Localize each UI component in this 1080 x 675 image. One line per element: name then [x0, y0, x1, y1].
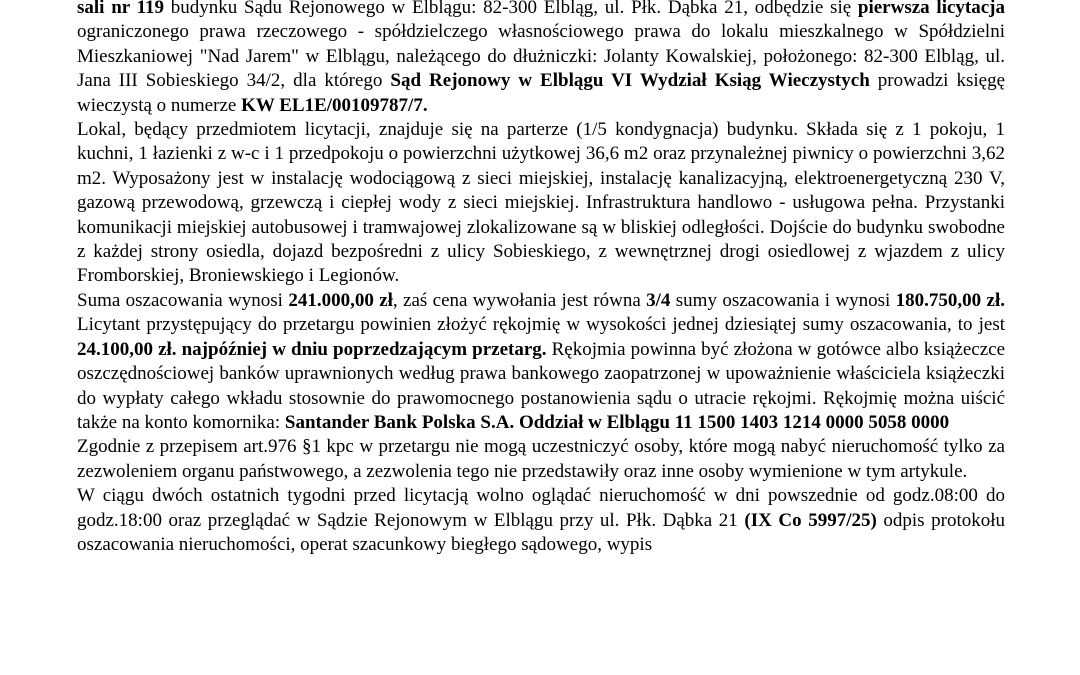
bold-text-segment: pierwsza licytacja	[857, 0, 1005, 18]
text-segment: Licytant przystępujący do przetargu powinien złożyć rękojmię w wysokości jednej dziesiątej sumy oszacowania, to jest	[77, 314, 1005, 336]
text-segment: , zaś cena wywołania jest równa	[392, 289, 647, 311]
bold-text-segment: KW EL1E/00109787/7.	[241, 94, 428, 116]
bold-text-segment: 24.100,00 zł. najpóźniej w dniu poprzedzającym przetarg.	[77, 338, 547, 360]
bold-text-segment: (IX Co 5997/25)	[744, 509, 877, 531]
text-segment: Rękojmia powinna być złożona w gotówce albo książeczce oszczędnościowej banków uprawnionych według prawa bankowego zaopatrzonej w upoważnienie właściciela książeczki do wypłaty całego wkładu stosownie do prawomocnego postanowienia sądu o utracie rękojmi. Rękojmię można uiścić także na konto komornika:	[77, 338, 1006, 433]
text-segment: W ciągu dwóch ostatnich tygodni przed licytacją wolno oglądać nieruchomość w dni powszednie od godz.08:00 do godz.18:00 oraz przeglądać w Sądzie Rejonowym w Elblągu przy ul. Płk. Dąbka 21	[77, 485, 1005, 531]
text-segment: Suma oszacowania wynosi	[77, 289, 289, 311]
valuation-and-deposit-paragraph	[77, 289, 1005, 435]
bold-text-segment: 180.750,00 zł.	[895, 289, 1005, 311]
bold-text-segment: 241.000,00 zł	[288, 289, 393, 311]
document-page	[77, 0, 1005, 557]
bold-text-segment: sali nr 119	[77, 0, 165, 18]
text-segment: sumy oszacowania i wynosi	[670, 289, 896, 311]
auction-venue-paragraph	[77, 0, 1005, 118]
text-segment: prowadzi księgę wieczystą o numerze	[77, 70, 1006, 116]
property-description-paragraph	[77, 118, 1005, 289]
bold-text-segment: 3/4	[646, 289, 671, 311]
bold-text-segment: Sąd Rejonowy w Elblągu VI Wydział Ksiąg Wieczystych	[390, 70, 870, 92]
text-segment: budynku Sądu Rejonowego w Elblągu: 82-300 Elbląg, ul. Płk. Dąbka 21, odbędzie się	[164, 0, 858, 18]
inspection-paragraph	[77, 484, 1005, 557]
text-segment: ograniczonego prawa rzeczowego - spółdzielczego własnościowego prawa do lokalu mieszkalnego w Spółdzielni Mieszkaniowej "Nad Jarem" w Elblągu, należącego do dłużniczki: Jolanty Kowalskiej, położonego: 82-300 Elbląg, ul. Jana III Sobieskiego 34/2, dla którego	[77, 21, 1005, 92]
text-segment: Lokal, będący przedmiotem licytacji, znajduje się na parterze (1/5 kondygnacja) budynku. Składa się z 1 pokoju, 1 kuchni, 1 łazienki z w-c i 1 przedpokoju o powierzchni użytkowej 36,6 m2 oraz przynależnej piwnicy o powierzchni 3,62 m2. Wyposażony jest w instalację wodociągową z sieci miejskiej, instalację kanalizacyjną, elektroenergetyczną 230 V, gazową przewodową, grzewczą i ciepłej wody z sieci miejskiej. Infrastruktura handlowo - usługowa pełna. Przystanki komunikacji miejskiej autobusowej i tramwajowej zlokalizowane są w bliskiej odległości. Dojście do budynku swobodne z każdej strony osiedla, dojazd bezpośredni z ulicy Sobieskiego, z wewnętrznej drogi osiedlowej z wjazdem z ulicy Fromborskiej, Broniewskiego i Legionów.	[77, 119, 1005, 287]
eligibility-paragraph	[77, 435, 1005, 484]
bold-text-segment: Santander Bank Polska S.A. Oddział w Elblągu 11 1500 1403 1214 0000 5058 0000	[284, 411, 950, 433]
text-segment: odpis protokołu oszacowania nieruchomości, operat szacunkowy biegłego sądowego, wypis	[77, 509, 1006, 555]
text-segment: Zgodnie z przepisem art.976 §1 kpc w przetargu nie mogą uczestniczyć osoby, które mogą nabyć nieruchomość tylko za zezwoleniem organu państwowego, a zezwolenia tego nie przedstawiły oraz inne osoby wymienione w tym artykule.	[77, 436, 1005, 482]
